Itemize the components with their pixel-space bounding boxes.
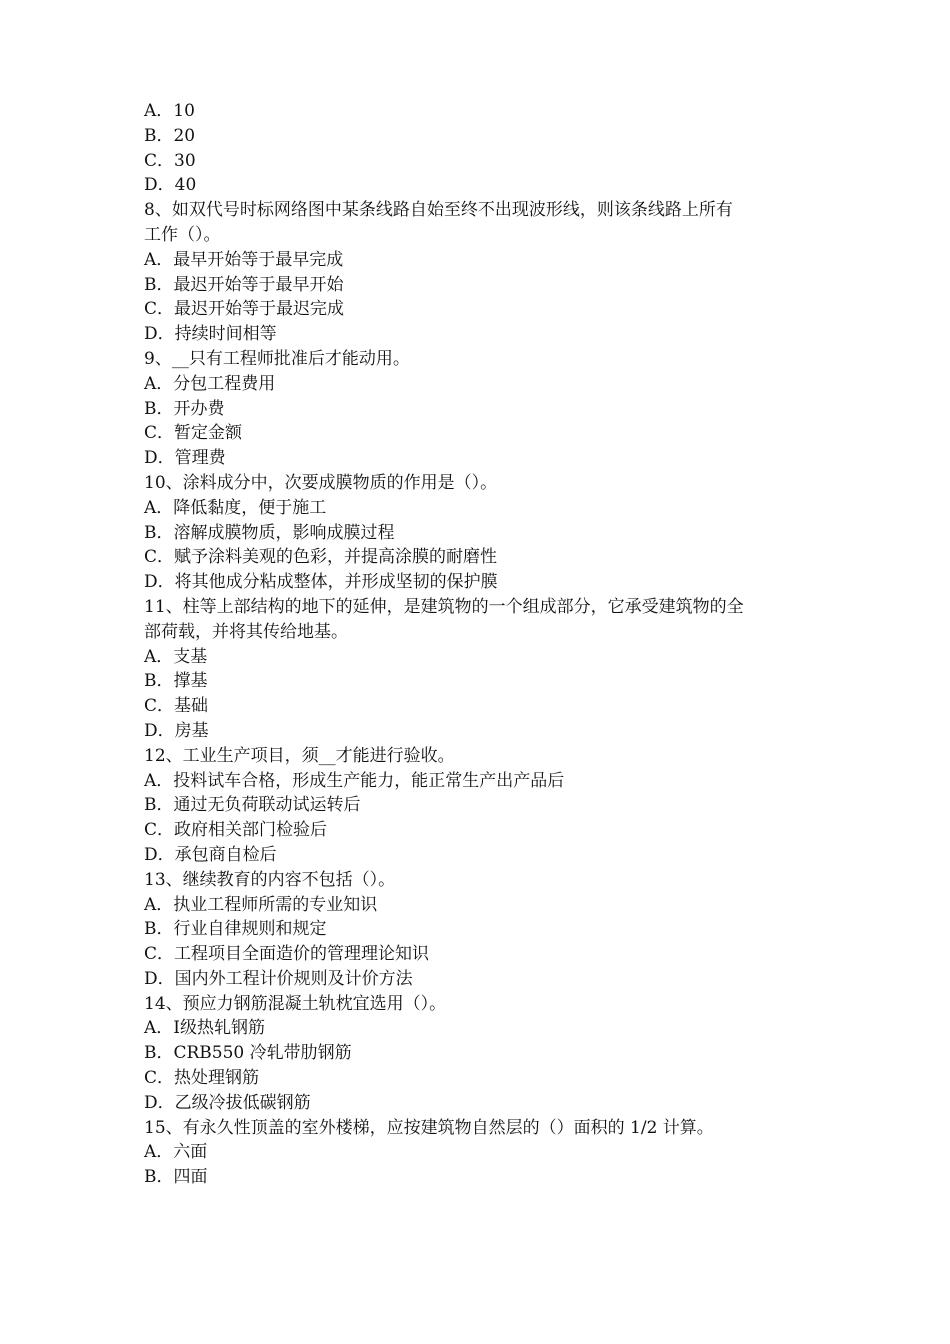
question-12: 12、工业生产项目，须__才能进行验收。: [144, 745, 455, 766]
option-d-q14: D．乙级冷拔低碳钢筋: [144, 1092, 311, 1113]
option-b-q15: B．四面: [144, 1167, 208, 1188]
question-11-line-1: 11、柱等上部结构的地下的延伸，是建筑物的一个组成部分，它承受建筑物的全: [144, 596, 744, 617]
option-d-q12: D．承包商自检后: [144, 844, 277, 865]
option-a-q7: A．10: [144, 101, 195, 121]
option-c-q9: C．暂定金额: [144, 423, 243, 444]
option-c-q7: C．30: [144, 150, 196, 171]
question-text-body: [144, 99, 814, 1190]
option-a-q11: A．支基: [144, 646, 208, 667]
option-a-q10: A．降低黏度，便于施工: [144, 497, 327, 518]
option-c-q10: C．赋予涂料美观的色彩，并提高涂膜的耐磨性: [144, 547, 498, 568]
option-a-q8: A．最早开始等于最早完成: [144, 249, 344, 270]
option-c-q13: C．工程项目全面造价的管理理论知识: [144, 944, 430, 965]
question-8-line-2: 工作（）。: [144, 224, 221, 245]
option-c-q14: C．热处理钢筋: [144, 1068, 260, 1089]
option-d-q10: D．将其他成分粘成整体，并形成坚韧的保护膜: [144, 572, 498, 593]
option-d-q8: D．持续时间相等: [144, 324, 277, 345]
option-b-q10: B．溶解成膜物质，影响成膜过程: [144, 522, 395, 543]
option-c-q8: C．最迟开始等于最迟完成: [144, 299, 345, 320]
option-c-q12: C．政府相关部门检验后: [144, 820, 328, 841]
option-b-q8: B．最迟开始等于最早开始: [144, 274, 344, 295]
question-11-line-2: 部荷载，并将其传给地基。: [144, 621, 348, 642]
option-d-q11: D．房基: [144, 720, 209, 741]
option-a-q9: A．分包工程费用: [144, 373, 276, 394]
option-d-q13: D．国内外工程计价规则及计价方法: [144, 968, 413, 989]
question-14: 14、预应力钢筋混凝土轨枕宜选用（）。: [144, 993, 447, 1014]
option-b-q13: B．行业自律规则和规定: [144, 919, 327, 940]
question-9: 9、__只有工程师批准后才能动用。: [144, 348, 410, 369]
option-a-q12: A．投料试车合格，形成生产能力，能正常生产出产品后: [144, 770, 565, 791]
option-a-q13: A．执业工程师所需的专业知识: [144, 894, 378, 915]
option-a-q14: A．Ⅰ级热轧钢筋: [144, 1018, 265, 1039]
option-b-q11: B．撑基: [144, 671, 208, 692]
question-15: 15、有永久性顶盖的室外楼梯，应按建筑物自然层的（）面积的 1/2 计算。: [144, 1117, 714, 1138]
question-8-line-1: 8、如双代号时标网络图中某条线路自始至终不出现波形线，则该条线路上所有: [144, 200, 733, 221]
option-d-q7: D．40: [144, 175, 197, 196]
question-13: 13、继续教育的内容不包括（）。: [144, 869, 396, 890]
option-b-q12: B．通过无负荷联动试运转后: [144, 795, 361, 816]
question-10: 10、涂料成分中，次要成膜物质的作用是（）。: [144, 472, 498, 493]
option-b-q7: B．20: [144, 125, 196, 146]
option-c-q11: C．基础: [144, 696, 209, 717]
option-a-q15: A．六面: [144, 1142, 208, 1163]
option-d-q9: D．管理费: [144, 448, 226, 469]
option-b-q14: B．CRB550 冷轧带肋钢筋: [144, 1043, 352, 1064]
option-b-q9: B．开办费: [144, 398, 225, 419]
